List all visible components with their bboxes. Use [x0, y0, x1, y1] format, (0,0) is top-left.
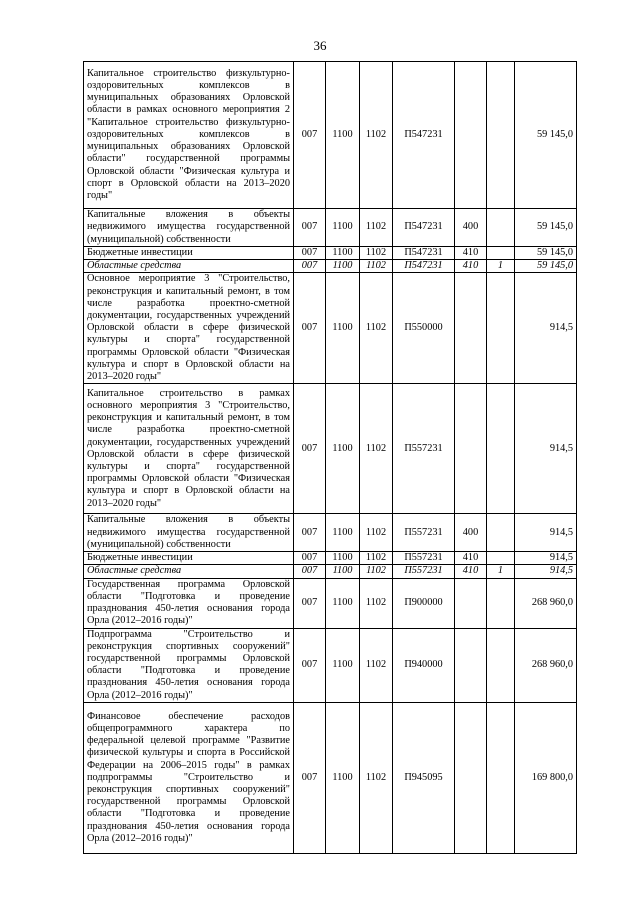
section-code: 1100	[326, 565, 360, 578]
row-description: Бюджетные инвестиции	[84, 552, 294, 565]
funding-source-code: 1	[487, 260, 515, 273]
target-article-code: П557231	[393, 384, 455, 514]
subsection-code: 1102	[360, 552, 393, 565]
expense-type-code: 410	[455, 552, 487, 565]
expense-type-code	[455, 273, 487, 384]
subsection-code: 1102	[360, 514, 393, 552]
amount-value: 59 145,0	[515, 247, 577, 260]
amount-value: 914,5	[515, 514, 577, 552]
funding-source-code	[487, 209, 515, 247]
section-code: 1100	[326, 702, 360, 853]
amount-value: 268 960,0	[515, 578, 577, 628]
row-description: Областные средства	[84, 565, 294, 578]
funding-source-code	[487, 552, 515, 565]
table-row	[84, 384, 577, 514]
row-description: Капитальное строительство физкультурно-оздоровительных комплексов в муниципальных образованиях Орловской области в рамках основного мероприятия 2 "Капитальное строительство физкультурно-оздоровительных комплексов в муниципальных образованиях Орловской области" государственной программы Орловской области "Физическая культура и спорт в Орловской области на 2013–2020 годы"	[84, 62, 294, 209]
section-code: 1100	[326, 384, 360, 514]
row-description: Капитальное строительство в рамках основного мероприятия 3 "Строительство, реконструкция и капитальный ремонт, в том числе разработка проектно-сметной документации, государственных учреждений Орловской области в сфере физической культуры и спорта" государственной программы Орловской области "Физическая культура и спорт в Орловской области на 2013–2020 годы"	[84, 384, 294, 514]
budget-table	[83, 61, 577, 854]
target-article-code: П940000	[393, 628, 455, 702]
funding-source-code	[487, 384, 515, 514]
table-row	[84, 514, 577, 552]
page-number: 36	[313, 38, 327, 53]
expense-type-code	[455, 384, 487, 514]
ministry-code: 007	[294, 260, 326, 273]
section-code: 1100	[326, 514, 360, 552]
table-row	[84, 552, 577, 565]
ministry-code: 007	[294, 514, 326, 552]
expense-type-code	[455, 62, 487, 209]
section-code: 1100	[326, 260, 360, 273]
subsection-code: 1102	[360, 273, 393, 384]
funding-source-code	[487, 62, 515, 209]
ministry-code: 007	[294, 384, 326, 514]
amount-value: 914,5	[515, 565, 577, 578]
funding-source-code	[487, 247, 515, 260]
section-code: 1100	[326, 628, 360, 702]
subsection-code: 1102	[360, 209, 393, 247]
amount-value: 914,5	[515, 552, 577, 565]
expense-type-code: 410	[455, 247, 487, 260]
funding-source-code: 1	[487, 565, 515, 578]
funding-source-code	[487, 514, 515, 552]
target-article-code: П557231	[393, 565, 455, 578]
target-article-code: П547231	[393, 62, 455, 209]
ministry-code: 007	[294, 628, 326, 702]
funding-source-code	[487, 628, 515, 702]
row-description: Капитальные вложения в объекты недвижимого имущества государственной (муниципальной) собственности	[84, 514, 294, 552]
amount-value: 268 960,0	[515, 628, 577, 702]
expense-type-code: 410	[455, 565, 487, 578]
expense-type-code: 410	[455, 260, 487, 273]
target-article-code: П900000	[393, 578, 455, 628]
section-code: 1100	[326, 247, 360, 260]
funding-source-code	[487, 578, 515, 628]
amount-value: 169 800,0	[515, 702, 577, 853]
subsection-code: 1102	[360, 628, 393, 702]
table-row	[84, 565, 577, 578]
subsection-code: 1102	[360, 384, 393, 514]
row-description: Государственная программа Орловской области "Подготовка и проведение празднования 450-летия основания города Орла (2012–2016 годы)"	[84, 578, 294, 628]
table-row	[84, 628, 577, 702]
amount-value: 59 145,0	[515, 260, 577, 273]
subsection-code: 1102	[360, 702, 393, 853]
row-description: Областные средства	[84, 260, 294, 273]
row-description: Финансовое обеспечение расходов общепрограммного характера по федеральной целевой программе "Развитие физической культуры и спорта в Российской Федерации на 2006–2015 годы" в рамках подпрограммы "Строительство и реконструкция спортивных сооружений" государственной программы Орловской области "Подготовка и проведение празднования 450-летия основания города Орла (2012–2016 годы)"	[84, 702, 294, 853]
ministry-code: 007	[294, 565, 326, 578]
table-row	[84, 247, 577, 260]
target-article-code: П550000	[393, 273, 455, 384]
section-code: 1100	[326, 273, 360, 384]
target-article-code: П557231	[393, 552, 455, 565]
table-row	[84, 62, 577, 209]
expense-type-code	[455, 702, 487, 853]
target-article-code: П547231	[393, 209, 455, 247]
expense-type-code	[455, 628, 487, 702]
budget-table-body	[84, 62, 577, 854]
funding-source-code	[487, 702, 515, 853]
subsection-code: 1102	[360, 247, 393, 260]
subsection-code: 1102	[360, 565, 393, 578]
expense-type-code	[455, 578, 487, 628]
target-article-code: П547231	[393, 260, 455, 273]
target-article-code: П547231	[393, 247, 455, 260]
ministry-code: 007	[294, 273, 326, 384]
section-code: 1100	[326, 209, 360, 247]
section-code: 1100	[326, 62, 360, 209]
section-code: 1100	[326, 552, 360, 565]
amount-value: 914,5	[515, 384, 577, 514]
amount-value: 59 145,0	[515, 62, 577, 209]
subsection-code: 1102	[360, 260, 393, 273]
row-description: Основное мероприятие 3 "Строительство, реконструкция и капитальный ремонт, в том числе разработка проектно-сметной документации, государственных учреждений Орловской области в сфере физической культуры и спорта" государственной программы Орловской области "Физическая культура и спорт в Орловской области на 2013–2020 годы"	[84, 273, 294, 384]
expense-type-code: 400	[455, 514, 487, 552]
table-row	[84, 260, 577, 273]
row-description: Капитальные вложения в объекты недвижимого имущества государственной (муниципальной) собственности	[84, 209, 294, 247]
table-row	[84, 273, 577, 384]
subsection-code: 1102	[360, 578, 393, 628]
expense-type-code: 400	[455, 209, 487, 247]
funding-source-code	[487, 273, 515, 384]
ministry-code: 007	[294, 62, 326, 209]
table-row	[84, 578, 577, 628]
row-description: Бюджетные инвестиции	[84, 247, 294, 260]
ministry-code: 007	[294, 578, 326, 628]
ministry-code: 007	[294, 702, 326, 853]
row-description: Подпрограмма "Строительство и реконструкция спортивных сооружений" государственной программы Орловской области "Подготовка и проведение празднования 450-летия основания города Орла (2012–2016 годы)"	[84, 628, 294, 702]
ministry-code: 007	[294, 209, 326, 247]
ministry-code: 007	[294, 552, 326, 565]
table-row	[84, 209, 577, 247]
amount-value: 914,5	[515, 273, 577, 384]
ministry-code: 007	[294, 247, 326, 260]
table-row	[84, 702, 577, 853]
target-article-code: П945095	[393, 702, 455, 853]
subsection-code: 1102	[360, 62, 393, 209]
target-article-code: П557231	[393, 514, 455, 552]
section-code: 1100	[326, 578, 360, 628]
amount-value: 59 145,0	[515, 209, 577, 247]
